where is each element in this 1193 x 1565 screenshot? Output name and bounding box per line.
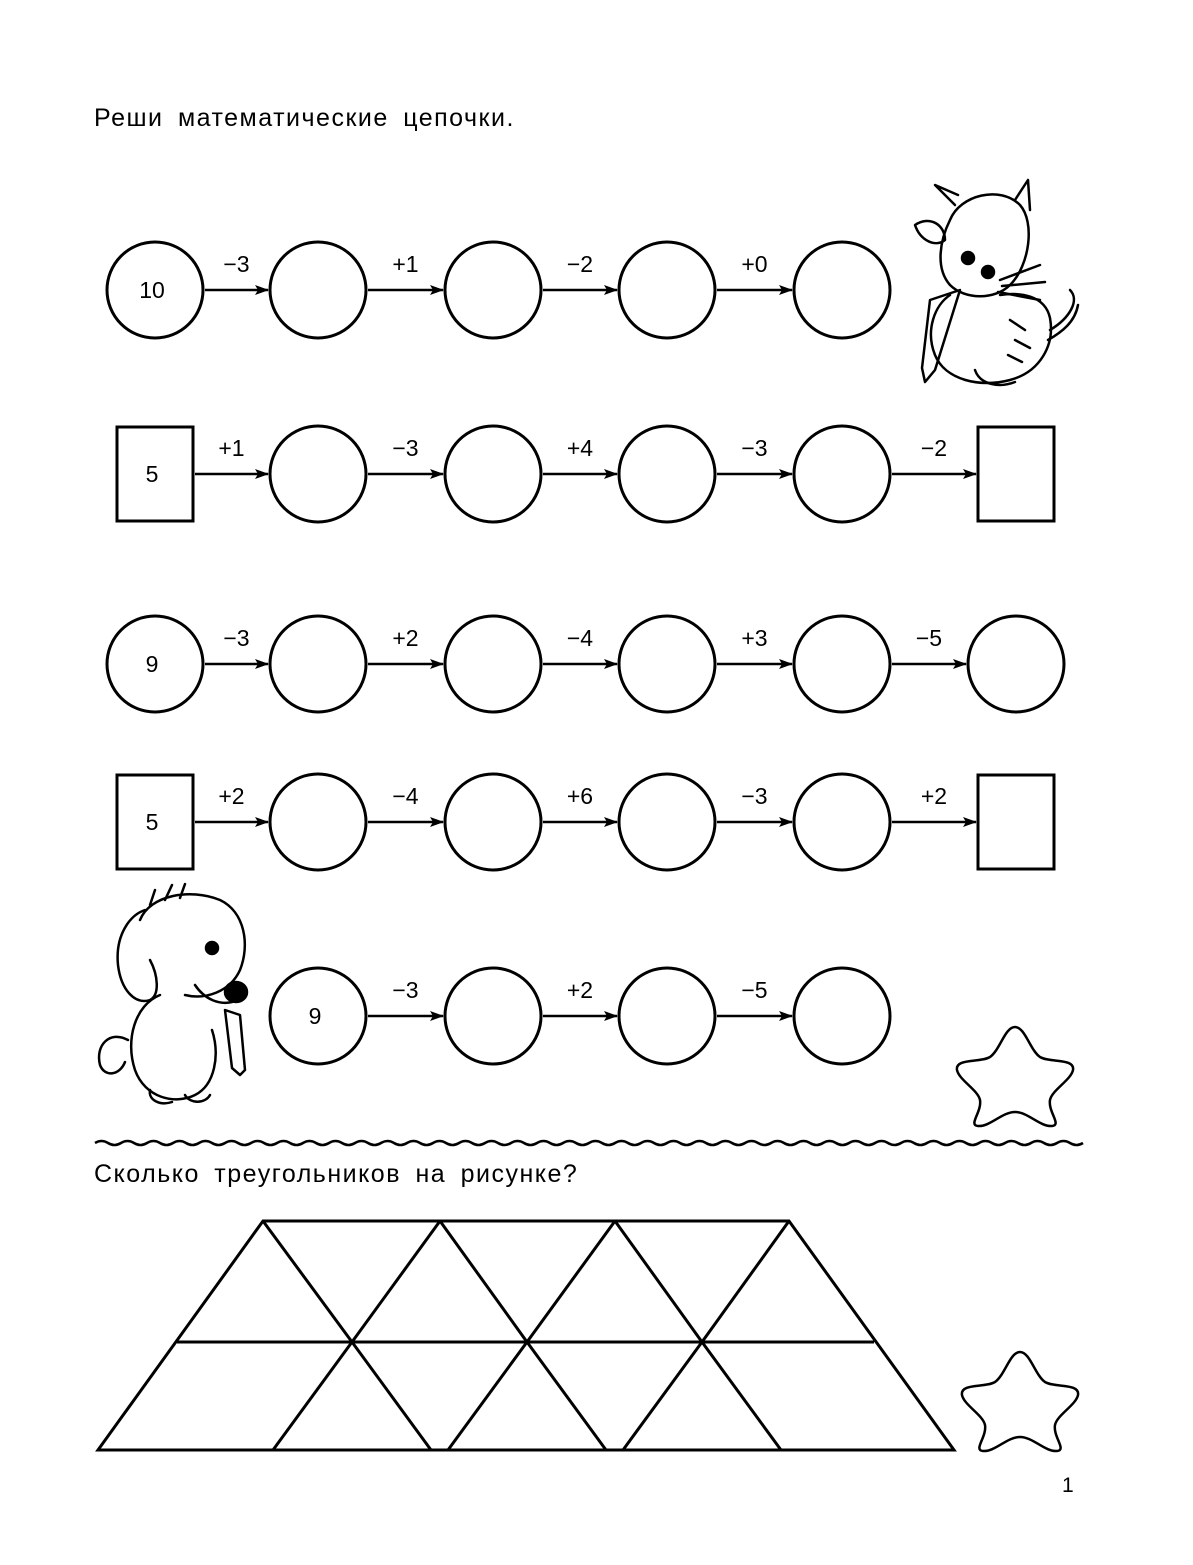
answer-circle[interactable] [794,426,890,522]
answer-square[interactable] [978,775,1054,869]
operation-label: +0 [741,251,768,277]
operation-label: +6 [566,783,594,809]
page-title: Реши математические цепочки. [94,104,515,132]
node-value: 5 [145,809,159,835]
answer-circle[interactable] [794,616,890,712]
operation-label: +1 [392,251,419,277]
answer-circle[interactable] [619,426,715,522]
node-value: 9 [145,651,159,677]
node-value: 10 [139,277,165,303]
node-value: 9 [308,1003,322,1029]
answer-circle[interactable] [619,968,715,1064]
operation-label: −3 [741,783,768,809]
wavy-divider [95,1141,1083,1145]
answer-circle[interactable] [794,242,890,338]
operation-label: −5 [915,625,943,651]
chain-row [270,968,890,1064]
operation-label: −5 [741,977,768,1003]
star-icon [962,1352,1078,1451]
puppy-with-pencil-icon [99,884,247,1103]
chain-row [117,774,1054,870]
answer-circle[interactable] [445,242,541,338]
operation-label: +4 [566,435,594,461]
operation-label: −3 [392,977,419,1003]
answer-circle[interactable] [270,774,366,870]
answer-square[interactable] [978,427,1054,521]
answer-circle[interactable] [619,242,715,338]
operation-label: −3 [392,435,419,461]
answer-circle[interactable] [968,616,1064,712]
answer-circle[interactable] [794,774,890,870]
chain-row [107,242,890,338]
answer-circle[interactable] [619,774,715,870]
answer-circle[interactable] [794,968,890,1064]
operation-label: +2 [218,783,245,809]
answer-circle[interactable] [270,616,366,712]
answer-circle[interactable] [619,616,715,712]
operation-label: −3 [223,251,250,277]
page-number: 1 [1062,1474,1074,1497]
triangle-figure [98,1221,954,1450]
operation-label: −3 [741,435,768,461]
operation-label: +2 [920,783,948,809]
answer-circle[interactable] [445,616,541,712]
answer-circle[interactable] [445,968,541,1064]
operation-label: +2 [392,625,419,651]
operation-label: −4 [566,625,594,651]
operation-label: −2 [566,251,594,277]
operation-label: −2 [920,435,948,461]
triangle-question: Сколько треугольников на рисунке? [94,1160,579,1188]
answer-circle[interactable] [270,426,366,522]
kitten-with-pencil-icon [915,180,1078,385]
answer-circle[interactable] [270,242,366,338]
chain-row [107,616,1064,712]
node-value: 5 [145,461,159,487]
star-icon [957,1027,1073,1126]
operation-label: +1 [218,435,245,461]
operation-label: +2 [566,977,594,1003]
chain-row [117,426,1054,522]
answer-circle[interactable] [445,774,541,870]
math-chains [107,242,1064,1064]
operation-label: −4 [392,783,419,809]
operation-label: +3 [741,625,768,651]
answer-circle[interactable] [445,426,541,522]
operation-label: −3 [223,625,250,651]
